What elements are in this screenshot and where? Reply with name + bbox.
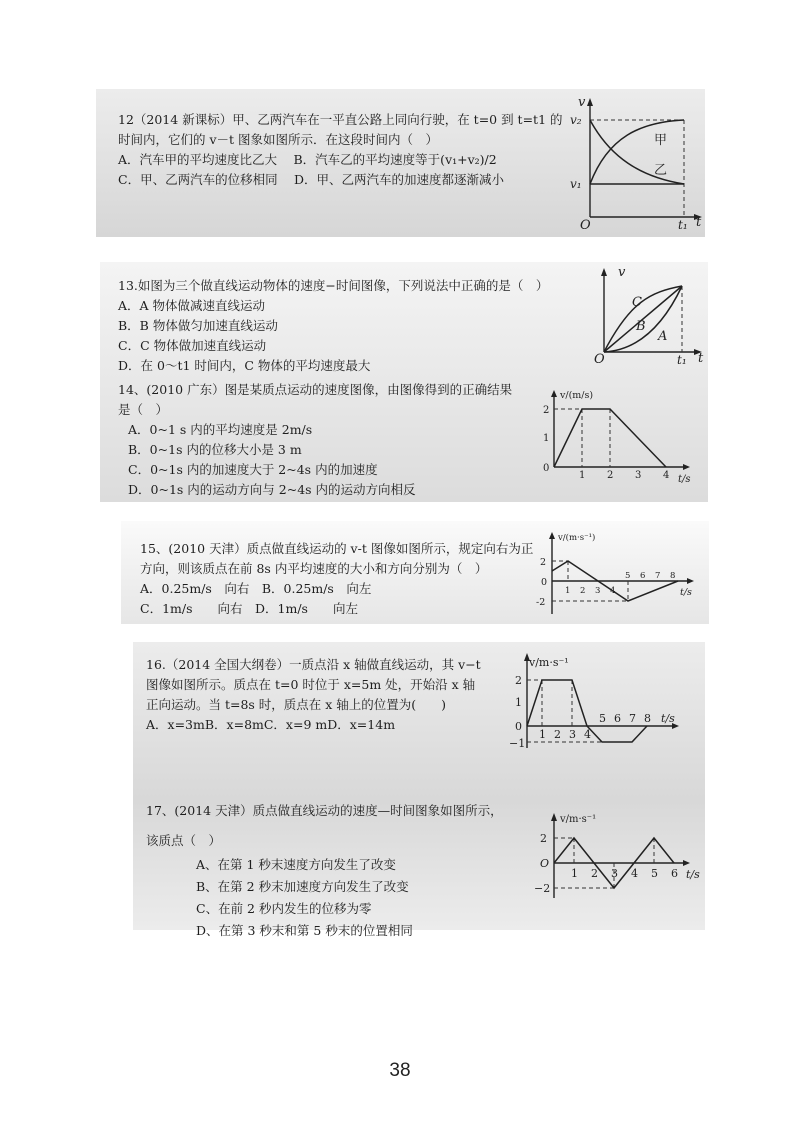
question-12-option-ab: A．汽车甲的平均速度比乙大 B．汽车乙的平均速度等于(v₁+v₂)/2 xyxy=(118,152,497,167)
y-tick-1: 1 xyxy=(543,433,550,444)
question-16-stem-line-1: 16.（2014 全国大纲卷）一质点沿 x 轴做直线运动，其 v−t xyxy=(146,657,481,672)
question-14-option-a: A．0~1 s 内的平均速度是 2m/s xyxy=(128,422,313,437)
question-12-stem-line-2: 时间内，它们的 v－t 图象如图所示．在这段时间内（ ） xyxy=(118,132,439,147)
x-tick-3: 3 xyxy=(611,867,618,880)
question-15-vt-graph xyxy=(530,528,705,620)
axis-label-v: v/(m·s⁻¹) xyxy=(558,533,596,543)
axis-label-v: v/m·s⁻¹ xyxy=(529,656,569,669)
x-tick-3: 3 xyxy=(635,470,642,481)
x-tick-1: 1 xyxy=(565,586,571,596)
axis-label-v: v/m·s⁻¹ xyxy=(560,814,597,825)
x-tick-6: 6 xyxy=(671,867,678,880)
label-c: C xyxy=(632,295,642,310)
x-axis-arrow xyxy=(683,464,690,470)
axis-label-v: v xyxy=(578,95,586,110)
axis-label-t: t xyxy=(698,351,704,366)
x-tick-1: 1 xyxy=(579,470,586,481)
label-b: B xyxy=(636,319,646,334)
origin-label: O xyxy=(540,857,550,870)
label-jia: 甲 xyxy=(654,133,668,148)
x-tick-5: 5 xyxy=(651,867,658,880)
x-tick-4: 4 xyxy=(610,586,616,596)
x-tick-2: 2 xyxy=(607,470,614,481)
y-axis-arrow xyxy=(587,98,593,106)
question-15-stem-line-1: 15、(2010 天津）质点做直线运动的 v-t 图像如图所示，规定向右为正 xyxy=(140,541,534,556)
x-tick-7: 7 xyxy=(629,712,636,725)
y-axis-arrow xyxy=(601,268,607,276)
question-17-option-c: C、在前 2 秒内发生的位移为零 xyxy=(196,901,372,916)
label-yi: 乙 xyxy=(654,163,668,178)
x-tick-8: 8 xyxy=(644,712,651,725)
question-17-option-d: D、在第 3 秒末和第 5 秒末的位置相同 xyxy=(196,923,413,938)
question-13-text xyxy=(118,276,548,376)
y-axis-arrow xyxy=(551,813,557,821)
x-tick-5: 5 xyxy=(625,571,631,581)
y-tick-neg1: −1 xyxy=(509,737,526,750)
label-t1: t₁ xyxy=(678,218,688,232)
x-tick-2: 2 xyxy=(580,586,586,596)
question-17-stem-line-1: 17、(2014 天津）质点做直线运动的速度—时间图象如图所示， xyxy=(146,803,503,818)
x-tick-1: 1 xyxy=(571,867,578,880)
question-13-option-d: D．在 0～t1 时间内，C 物体的平均速度最大 xyxy=(118,358,371,373)
y-tick-2: 2 xyxy=(540,832,547,845)
question-17-stem-line-2: 该质点（ ） xyxy=(146,833,222,848)
question-17-vt-graph xyxy=(530,808,700,900)
origin-label: O xyxy=(580,218,591,233)
x-tick-7: 7 xyxy=(655,571,661,581)
x-tick-6: 6 xyxy=(640,571,646,581)
origin-label: O xyxy=(594,352,605,367)
x-tick-4: 4 xyxy=(663,470,670,481)
label-t1: t₁ xyxy=(677,353,687,367)
y-tick-2: 2 xyxy=(540,557,547,568)
y-tick-2: 2 xyxy=(543,405,550,416)
question-15-option-ab: A．0.25m/s 向右 B．0.25m/s 向左 xyxy=(140,581,372,596)
question-13-stem: 13.如图为三个做直线运动物体的速度−时间图像，下列说法中正确的是（ ） xyxy=(118,278,549,293)
question-14-option-d: D．0~1s 内的运动方向与 2~4s 内的运动方向相反 xyxy=(128,482,416,497)
label-v2: v₂ xyxy=(570,113,582,127)
question-15-text xyxy=(140,539,533,619)
axis-label-t: t/s xyxy=(686,868,700,881)
question-16-text xyxy=(146,655,481,735)
question-14-vt-graph xyxy=(540,385,700,490)
x-tick-3: 3 xyxy=(595,586,601,596)
y-tick-1: 1 xyxy=(515,696,522,709)
question-16-options: A．x=3mB．x=8mC．x=9 mD．x=14m xyxy=(146,717,396,732)
y-axis-arrow xyxy=(549,532,555,539)
label-v1: v₁ xyxy=(570,177,582,191)
x-tick-3: 3 xyxy=(569,728,576,741)
label-a: A xyxy=(658,329,668,344)
question-14-option-b: B．0~1s 内的位移大小是 3 m xyxy=(128,442,302,457)
y-tick-2: 2 xyxy=(515,674,522,687)
question-14-option-c: C．0~1s 内的加速度大于 2~4s 内的加速度 xyxy=(128,462,378,477)
question-12-vt-graph xyxy=(560,92,705,232)
axis-label-t: t xyxy=(696,215,702,230)
question-17-option-b: B、在第 2 秒末加速度方向发生了改变 xyxy=(196,879,409,894)
x-tick-4: 4 xyxy=(584,728,591,741)
y-axis-arrow xyxy=(551,390,557,397)
question-12-stem-line-1: 12（2014 新课标）甲、乙两汽车在一平直公路上同向行驶，在 t=0 到 t=t1 的 xyxy=(118,112,563,127)
x-tick-8: 8 xyxy=(670,571,676,581)
x-tick-5: 5 xyxy=(599,712,606,725)
question-16-stem-line-2: 图像如图所示。质点在 t=0 时位于 x=5m 处，开始沿 x 轴 xyxy=(146,677,476,692)
y-tick-neg2: −2 xyxy=(534,882,551,895)
x-tick-6: 6 xyxy=(614,712,621,725)
axis-label-v: v xyxy=(618,265,626,280)
question-13-option-b: B．B 物体做匀加速直线运动 xyxy=(118,318,278,333)
question-15-stem-line-2: 方向，则该质点在前 8s 内平均速度的大小和方向分别为（ ） xyxy=(140,561,488,576)
question-13-option-a: A．A 物体做减速直线运动 xyxy=(118,298,266,313)
axis-label-t: t/s xyxy=(678,474,691,485)
question-13-vt-graph xyxy=(590,262,708,370)
question-17-option-a: A、在第 1 秒末速度方向发生了改变 xyxy=(196,857,396,872)
x-tick-1: 1 xyxy=(539,728,546,741)
y-tick-0: 0 xyxy=(515,720,522,733)
question-16-stem-line-3: 正向运动。当 t=8s 时，质点在 x 轴上的位置为( ) xyxy=(146,697,447,712)
axis-label-v: v/(m/s) xyxy=(560,390,594,401)
y-tick-0: 0 xyxy=(543,463,550,474)
question-12-option-cd: C．甲、乙两汽车的位移相同 D．甲、乙两汽车的加速度都逐渐减小 xyxy=(118,172,505,187)
y-tick-neg2: -2 xyxy=(536,597,546,608)
question-15-option-cd: C．1m/s 向右 D．1m/s 向左 xyxy=(140,601,358,616)
axis-label-t: t/s xyxy=(680,587,692,598)
x-tick-2: 2 xyxy=(591,867,598,880)
y-tick-0: 0 xyxy=(541,577,548,588)
question-14-stem-line-2: 是（ ） xyxy=(118,402,169,417)
x-tick-4: 4 xyxy=(631,867,638,880)
question-13-option-c: C．C 物体做加速直线运动 xyxy=(118,338,267,353)
question-14-text xyxy=(118,380,512,500)
axis-label-t: t/s xyxy=(661,712,675,725)
question-17-text xyxy=(146,800,503,942)
x-axis-arrow xyxy=(683,860,690,866)
question-14-stem-line-1: 14、(2010 广东）图是某质点运动的速度图像，由图像得到的正确结果 xyxy=(118,382,513,397)
curve-jia xyxy=(590,120,684,184)
page-number: 38 xyxy=(389,1060,411,1081)
question-12-text xyxy=(118,110,563,190)
x-tick-2: 2 xyxy=(554,728,561,741)
x-axis-arrow xyxy=(687,578,694,584)
question-16-vt-graph xyxy=(505,648,695,758)
